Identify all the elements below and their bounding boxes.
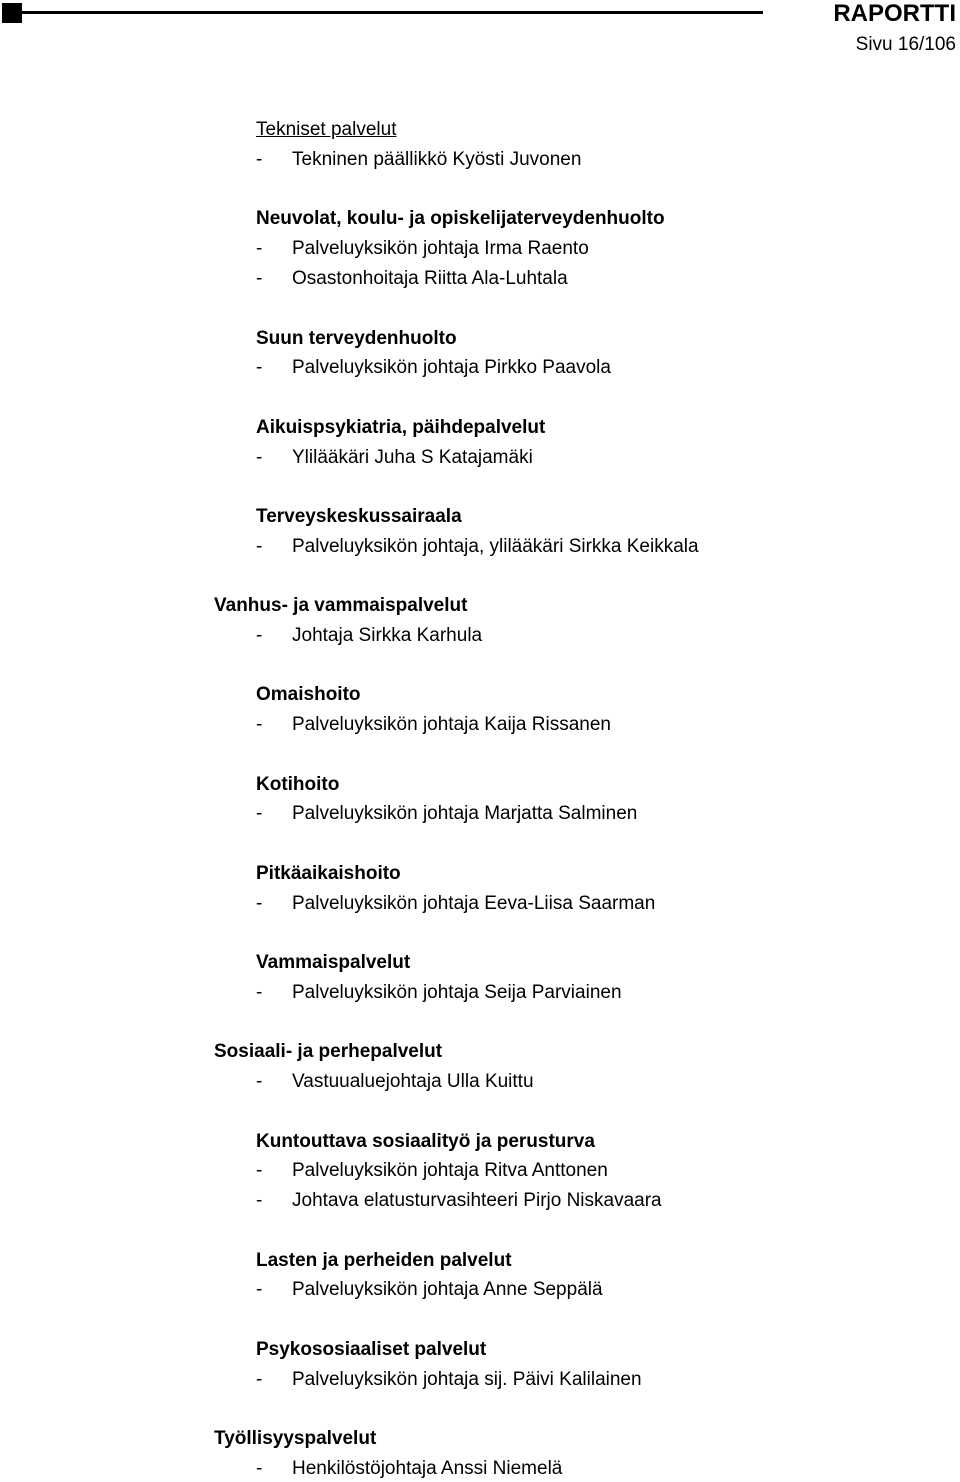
header-mark xyxy=(2,3,22,23)
list-item: - Osastonhoitaja Riitta Ala-Luhtala xyxy=(256,268,568,289)
section-heading: Vammaispalvelut xyxy=(256,952,411,973)
section-heading: Työllisyyspalvelut xyxy=(214,1428,377,1449)
list-item: - Ylilääkäri Juha S Katajamäki xyxy=(256,447,533,468)
section-heading: Tekniset palvelut xyxy=(256,119,397,140)
list-item: - Palveluyksikön johtaja Kaija Rissanen xyxy=(256,714,611,735)
section-heading: Psykososiaaliset palvelut xyxy=(256,1339,487,1360)
list-item: - Tekninen päällikkö Kyösti Juvonen xyxy=(256,149,582,170)
section-heading: Sosiaali- ja perhepalvelut xyxy=(214,1041,443,1062)
header-rule xyxy=(22,11,763,14)
list-item: - Johtava elatusturvasihteeri Pirjo Niskavaara xyxy=(256,1190,662,1211)
list-item: - Vastuualuejohtaja Ulla Kuittu xyxy=(256,1071,534,1092)
list-item: - Palveluyksikön johtaja Anne Seppälä xyxy=(256,1279,603,1300)
list-item: - Palveluyksikön johtaja Pirkko Paavola xyxy=(256,357,611,378)
list-item: - Palveluyksikön johtaja Eeva-Liisa Saarman xyxy=(256,893,656,914)
section-heading: Pitkäaikaishoito xyxy=(256,863,401,884)
section-heading: Kuntouttava sosiaalityö ja perusturva xyxy=(256,1131,595,1152)
list-item: - Palveluyksikön johtaja Seija Parviainen xyxy=(256,982,622,1003)
list-item: - Palveluyksikön johtaja sij. Päivi Kalilainen xyxy=(256,1369,642,1390)
list-item: - Henkilöstöjohtaja Anssi Niemelä xyxy=(256,1458,563,1479)
section-heading: Omaishoito xyxy=(256,684,361,705)
page-number: Sivu 16/106 xyxy=(855,34,956,55)
list-item: - Palveluyksikön johtaja Marjatta Salminen xyxy=(256,803,638,824)
section-heading: Kotihoito xyxy=(256,774,340,795)
section-heading: Lasten ja perheiden palvelut xyxy=(256,1250,512,1271)
section-heading: Terveyskeskussairaala xyxy=(256,506,462,527)
list-item: - Johtaja Sirkka Karhula xyxy=(256,625,483,646)
list-item: - Palveluyksikön johtaja, ylilääkäri Sirkka Keikkala xyxy=(256,536,699,557)
section-heading: Suun terveydenhuolto xyxy=(256,328,457,349)
list-item: - Palveluyksikön johtaja Ritva Anttonen xyxy=(256,1160,608,1181)
section-heading: Aikuispsykiatria, päihdepalvelut xyxy=(256,417,546,438)
list-item: - Palveluyksikön johtaja Irma Raento xyxy=(256,238,589,259)
document-title: RAPORTTI xyxy=(833,0,956,27)
section-heading: Neuvolat, koulu- ja opiskelijaterveydenhuolto xyxy=(256,208,665,229)
section-heading: Vanhus- ja vammaispalvelut xyxy=(214,595,468,616)
